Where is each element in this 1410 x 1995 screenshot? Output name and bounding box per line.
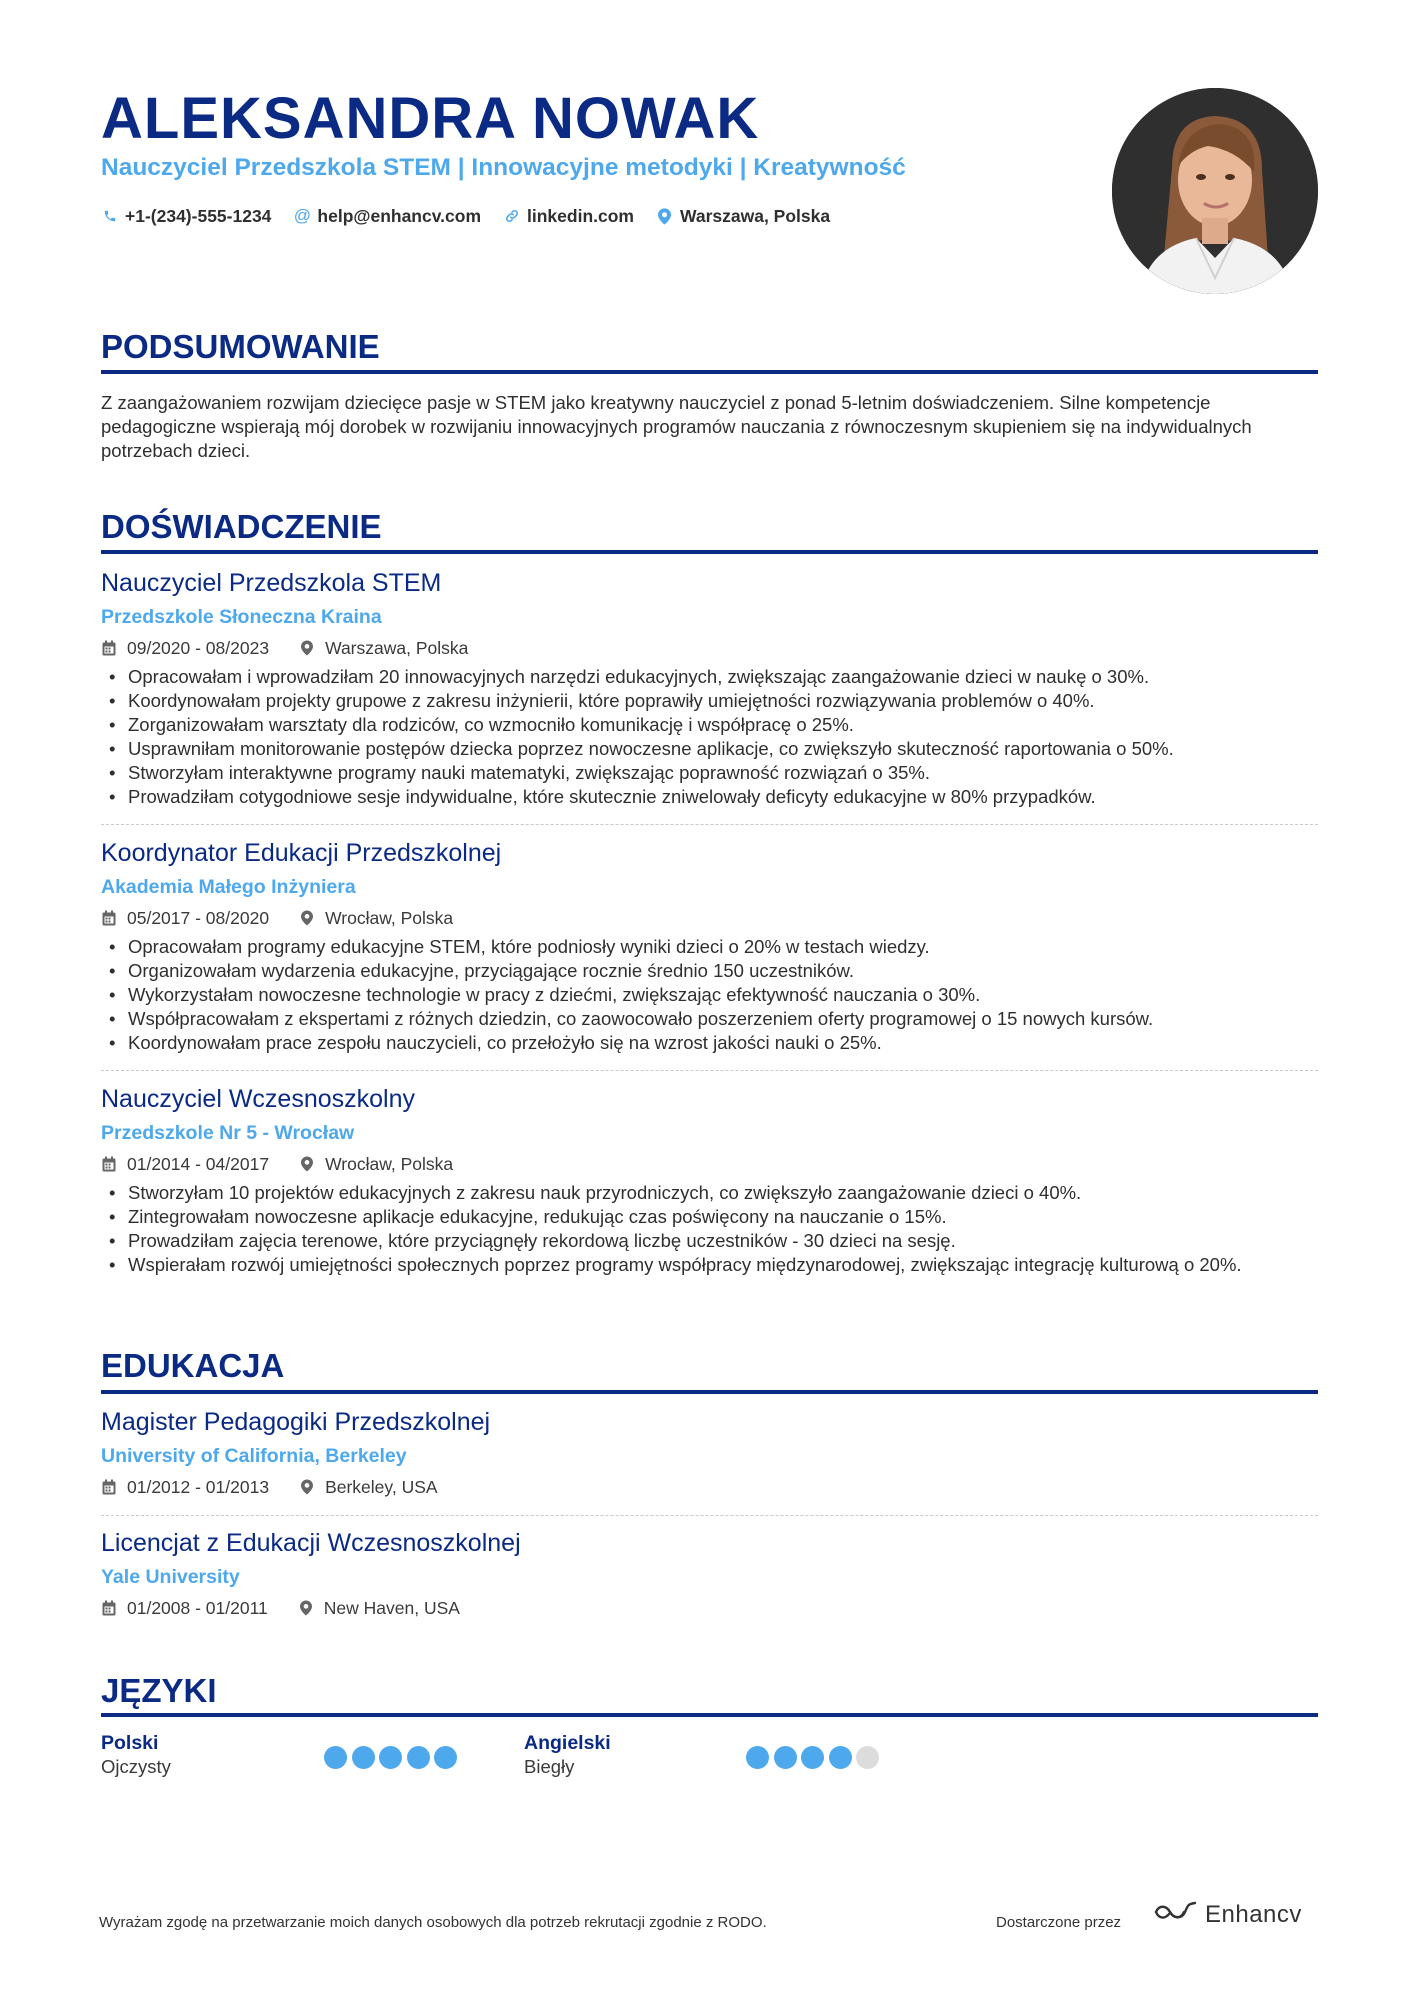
language-rating [324,1746,462,1769]
job-dates: 01/2014 - 04/2017 [127,1154,270,1174]
education-dates: 01/2008 - 01/2011 [127,1598,268,1618]
contact-email[interactable] [293,203,481,229]
profile-photo [1112,88,1318,294]
job-divider [101,824,1318,825]
powered-by-label: Dostarczone przez [996,1914,1122,1931]
education-heading: EDUKACJA [101,1347,285,1384]
job-dates: 05/2017 - 08/2020 [127,908,270,928]
job-bullets [101,1181,1326,1277]
education-meta [101,1596,460,1620]
language-level: Biegły [524,1756,575,1777]
languages-heading: JĘZYKI [101,1672,217,1709]
rating-dot-filled [434,1746,457,1769]
job-location: Wrocław, Polska [325,908,454,928]
gdpr-consent: Wyrażam zgodę na przetwarzanie moich danych osobowych dla potrzeb rekrutacji zgodnie z RODO. [99,1914,767,1931]
language-rating [746,1746,884,1769]
phone-text: +1-(234)-555-1234 [125,206,272,226]
calendar-icon [101,1478,117,1496]
experience-heading: DOŚWIADCZENIE [101,508,382,545]
job-title: Nauczyciel Wczesnoszkolny [101,1085,415,1113]
job-meta [101,1152,453,1176]
education-rule [101,1390,1318,1394]
job-company: Przedszkole Słoneczna Kraina [101,606,382,628]
school-name: University of California, Berkeley [101,1445,407,1467]
education-location: Berkeley, USA [325,1477,438,1497]
contact-phone[interactable] [101,203,271,229]
bullet-item: • Koordynowałam projekty grupowe z zakresu inżynierii, które poprawiły umiejętności rozwiązywania problemów o 40%. [101,689,1326,713]
candidate-headline: Nauczyciel Przedszkola STEM | Innowacyjne metodyki | Kreatywność [101,154,906,181]
job-location: Wrocław, Polska [325,1154,454,1174]
enhancv-brand[interactable] [1153,1900,1302,1929]
education-divider [101,1515,1318,1516]
degree-title: Licencjat z Edukacji Wczesnoszkolnej [101,1529,521,1557]
job-location: Warszawa, Polska [325,638,469,658]
bullet-item: • Wykorzystałam nowoczesne technologie w pracy z dziećmi, zwiększając efektywność nauczania o 30%. [101,983,1326,1007]
rating-dot-filled [352,1746,375,1769]
at-icon: @ [293,206,312,225]
enhancv-wordmark: Enhancv [1205,1900,1302,1928]
education-location: New Haven, USA [323,1598,460,1618]
location-pin-icon [299,1478,315,1496]
rating-dot-filled [829,1746,852,1769]
language-name: Angielski [524,1732,611,1754]
bullet-item: • Koordynowałam prace zespołu nauczycieli, co przełożyło się na wzrost jakości nauki o 25%. [101,1031,1326,1055]
calendar-icon [101,909,117,927]
summary-heading: PODSUMOWANIE [101,328,380,365]
education-dates: 01/2012 - 01/2013 [127,1477,270,1497]
bullet-item: • Zorganizowałam warsztaty dla rodziców, co wzmocniło komunikację i współpracę o 25%. [101,713,1326,737]
bullet-item: • Prowadziłam cotygodniowe sesje indywidualne, które skutecznie zniwelowały deficyty edukacyjne w 80% przypadków. [101,785,1326,809]
email-text: help@enhancv.com [317,206,482,226]
link-icon [503,207,521,225]
summary-rule [101,370,1318,374]
rating-dot-filled [746,1746,769,1769]
job-title: Nauczyciel Przedszkola STEM [101,569,442,597]
location-pin-icon [299,909,315,927]
bullet-item: • Zintegrowałam nowoczesne aplikacje edukacyjne, redukując czas poświęcony na nauczanie o 15%. [101,1205,1326,1229]
job-dates: 09/2020 - 08/2023 [127,638,270,658]
candidate-name: ALEKSANDRA NOWAK [101,86,760,151]
bullet-item: • Organizowałam wydarzenia edukacyjne, przyciągające rocznie średnio 150 uczestników. [101,959,1326,983]
school-name: Yale University [101,1566,240,1588]
bullet-item: • Współpracowałam z ekspertami z różnych dziedzin, co zaowocowało poszerzeniem oferty programowej o 15 nowych kursów. [101,1007,1326,1031]
rating-dot-filled [801,1746,824,1769]
bullet-item: • Stworzyłam 10 projektów edukacyjnych z zakresu nauk przyrodniczych, co zwiększyło zaangażowanie dzieci o 40%. [101,1181,1326,1205]
contact-bar [101,203,852,229]
location-pin-icon [298,1599,314,1617]
location-pin-icon [299,639,315,657]
languages-rule [101,1713,1318,1717]
linkedin-text: linkedin.com [527,206,634,226]
bullet-item: • Prowadziłam zajęcia terenowe, które przyciągnęły rekordową liczbę uczestników - 30 dzieci na sesję. [101,1229,1326,1253]
location-pin-icon [299,1155,315,1173]
language-name: Polski [101,1732,159,1754]
education-meta [101,1475,438,1499]
rating-dot-filled [379,1746,402,1769]
rating-dot-filled [774,1746,797,1769]
calendar-icon [101,1155,117,1173]
rating-dot-empty [856,1746,879,1769]
job-divider [101,1070,1318,1071]
contact-linkedin[interactable] [503,203,634,229]
summary-text: Z zaangażowaniem rozwijam dziecięce pasje w STEM jako kreatywny nauczyciel z ponad 5-letnim doświadczeniem. Silne kompetencje pedagogiczne wspierają mój dorobek w rozwijaniu innowacyjnych programów nauczania z równoczesnym skupieniem się na indywidualnych potrzebach dzieci. [101,392,1252,461]
location-text: Warszawa, Polska [679,206,831,226]
job-meta [101,906,453,930]
location-pin-icon [656,207,674,225]
bullet-item: • Opracowałam programy edukacyjne STEM, które podniosły wyniki dzieci o 20% w testach wiedzy. [101,935,1326,959]
rating-dot-filled [324,1746,347,1769]
bullet-item: • Usprawniłam monitorowanie postępów dziecka poprzez nowoczesne aplikacje, co zwiększyło skuteczność raportowania o 50%. [101,737,1326,761]
contact-location [656,203,830,229]
bullet-item: • Stworzyłam interaktywne programy nauki matematyki, zwiększając poprawność rozwiązań o 35%. [101,761,1326,785]
calendar-icon [101,1599,117,1617]
job-company: Akademia Małego Inżyniera [101,876,356,898]
job-meta [101,636,468,660]
job-bullets [101,935,1326,1055]
language-level: Ojczysty [101,1756,171,1777]
rating-dot-filled [407,1746,430,1769]
degree-title: Magister Pedagogiki Przedszkolnej [101,1408,491,1436]
calendar-icon [101,639,117,657]
phone-icon [101,207,119,225]
job-title: Koordynator Edukacji Przedszkolnej [101,839,502,867]
bullet-item: • Wspierałam rozwój umiejętności społecznych poprzez programy współpracy międzynarodowej, zwiększając integrację kulturową o 20%. [101,1253,1261,1277]
bullet-item: • Opracowałam i wprowadziłam 20 innowacyjnych narzędzi edukacyjnych, zwiększając zaangażowanie dzieci w naukę o 30%. [101,665,1326,689]
job-bullets [101,665,1326,809]
experience-rule [101,550,1318,554]
job-company: Przedszkole Nr 5 - Wrocław [101,1122,355,1144]
enhancv-logo-icon [1153,1900,1199,1929]
